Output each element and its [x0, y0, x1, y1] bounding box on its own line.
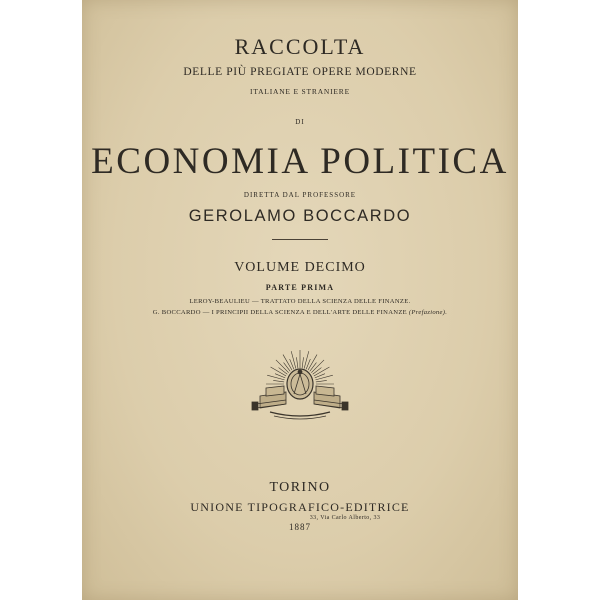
emblem-ray: [267, 375, 284, 380]
emblem-ray: [316, 380, 327, 381]
series-title: RACCOLTA: [234, 34, 366, 59]
publication-year: 1887: [289, 522, 311, 532]
emblem-ray: [315, 375, 332, 380]
connector-text: DI: [295, 118, 305, 126]
emblem-ray: [284, 363, 291, 372]
emblem-ray: [291, 351, 296, 368]
emblem-ray: [310, 363, 317, 372]
publisher-address: 33, Via Carlo Alberto, 33: [309, 515, 381, 521]
title-page: [82, 0, 518, 600]
emblem-ray: [304, 351, 309, 368]
directed-by-text: DIRETTA DAL PROFESSORE: [243, 191, 357, 199]
emblem-ray: [279, 368, 288, 375]
series-subtitle-2: ITALIANE E STRANIERE: [250, 87, 350, 96]
work-entry-text: LEROY-BEAULIEU — TRATTATO DELLA SCIENZA DELLE FINANZE.: [189, 298, 411, 305]
work-entry-text: G. BOCCARDO — I PRINCIPII DELLA SCIENZA E DELL'ARTE DELLE FINANZE: [152, 309, 407, 316]
series-subtitle: DELLE PIÙ PREGIATE OPERE MODERNE: [183, 66, 417, 78]
city-text: TORINO: [269, 480, 331, 495]
emblem-ray: [313, 368, 322, 375]
work-entry-2: [82, 309, 518, 316]
work-entry-1: [82, 298, 518, 305]
publisher-emblem-icon: [230, 344, 370, 422]
volume-label: VOLUME DECIMO: [234, 260, 366, 275]
publisher-name: UNIONE TIPOGRAFICO-EDITRICE: [190, 500, 410, 514]
part-label: PARTE PRIMA: [265, 283, 335, 292]
emblem-ray: [273, 380, 284, 381]
work-entry-note: (Prefazione).: [408, 309, 448, 316]
editor-name: GEROLAMO BOCCARDO: [188, 207, 412, 225]
emblem-ray: [296, 357, 297, 368]
emblem-ray: [302, 357, 303, 368]
main-title: ECONOMIA POLITICA: [91, 141, 509, 182]
divider-rule: [272, 239, 328, 240]
